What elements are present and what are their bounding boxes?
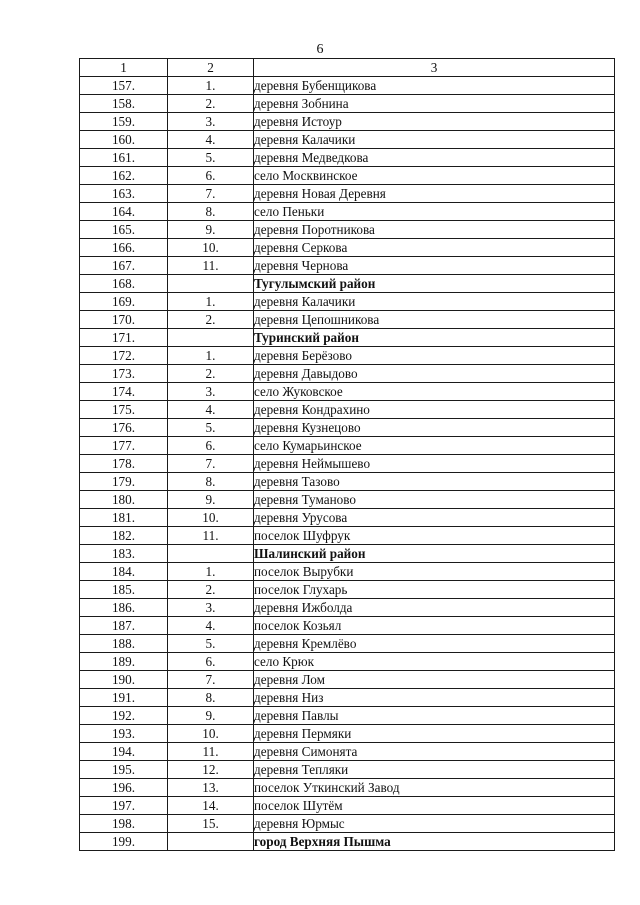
row-number-cell: 158. <box>80 95 168 113</box>
settlement-name-cell: деревня Медведкова <box>254 149 615 167</box>
row-number-cell: 161. <box>80 149 168 167</box>
header-col-1: 1 <box>80 59 168 77</box>
table-row <box>80 95 615 113</box>
row-number-cell: 157. <box>80 77 168 95</box>
settlement-name-cell: деревня Симонята <box>254 743 615 761</box>
settlement-name-cell: деревня Чернова <box>254 257 615 275</box>
row-number-cell: 168. <box>80 275 168 293</box>
row-number-cell: 167. <box>80 257 168 275</box>
table-row <box>80 797 615 815</box>
row-number-cell: 170. <box>80 311 168 329</box>
sub-number-cell: 13. <box>168 779 254 797</box>
row-number-cell: 191. <box>80 689 168 707</box>
row-number-cell: 173. <box>80 365 168 383</box>
district-name-cell: Шалинский район <box>254 545 615 563</box>
header-row <box>80 59 615 77</box>
row-number-cell: 174. <box>80 383 168 401</box>
sub-number-cell: 11. <box>168 527 254 545</box>
row-number-cell: 195. <box>80 761 168 779</box>
table-header <box>80 59 615 77</box>
sub-number-cell: 6. <box>168 437 254 455</box>
row-number-cell: 172. <box>80 347 168 365</box>
settlement-name-cell: деревня Серкова <box>254 239 615 257</box>
row-number-cell: 176. <box>80 419 168 437</box>
sub-number-cell: 10. <box>168 725 254 743</box>
sub-number-cell <box>168 833 254 851</box>
settlement-name-cell: деревня Калачики <box>254 131 615 149</box>
settlement-name-cell: село Москвинское <box>254 167 615 185</box>
settlement-name-cell: деревня Давыдово <box>254 365 615 383</box>
row-number-cell: 180. <box>80 491 168 509</box>
settlement-name-cell: поселок Шуфрук <box>254 527 615 545</box>
table-row <box>80 491 615 509</box>
table-row <box>80 725 615 743</box>
table-row <box>80 167 615 185</box>
table-row <box>80 437 615 455</box>
settlement-name-cell: село Кумарьинское <box>254 437 615 455</box>
row-number-cell: 189. <box>80 653 168 671</box>
row-number-cell: 160. <box>80 131 168 149</box>
settlement-name-cell: деревня Берёзово <box>254 347 615 365</box>
sub-number-cell: 7. <box>168 455 254 473</box>
section-row <box>80 329 615 347</box>
table-row <box>80 671 615 689</box>
settlement-name-cell: поселок Козьял <box>254 617 615 635</box>
table-row <box>80 257 615 275</box>
table-row <box>80 527 615 545</box>
sub-number-cell: 2. <box>168 581 254 599</box>
table-row <box>80 401 615 419</box>
settlement-name-cell: деревня Ижболда <box>254 599 615 617</box>
settlement-name-cell: поселок Глухарь <box>254 581 615 599</box>
sub-number-cell <box>168 329 254 347</box>
settlement-name-cell: деревня Бубенщикова <box>254 77 615 95</box>
table-row <box>80 203 615 221</box>
row-number-cell: 178. <box>80 455 168 473</box>
row-number-cell: 165. <box>80 221 168 239</box>
section-row <box>80 833 615 851</box>
table-row <box>80 239 615 257</box>
row-number-cell: 184. <box>80 563 168 581</box>
sub-number-cell <box>168 545 254 563</box>
table-row <box>80 761 615 779</box>
sub-number-cell: 4. <box>168 131 254 149</box>
settlement-name-cell: село Пеньки <box>254 203 615 221</box>
table-row <box>80 131 615 149</box>
sub-number-cell: 2. <box>168 311 254 329</box>
settlement-name-cell: деревня Поротникова <box>254 221 615 239</box>
table-row <box>80 581 615 599</box>
sub-number-cell: 5. <box>168 419 254 437</box>
sub-number-cell: 6. <box>168 653 254 671</box>
sub-number-cell: 10. <box>168 509 254 527</box>
row-number-cell: 190. <box>80 671 168 689</box>
table-row <box>80 617 615 635</box>
settlement-name-cell: деревня Кондрахино <box>254 401 615 419</box>
row-number-cell: 194. <box>80 743 168 761</box>
settlement-name-cell: деревня Кузнецово <box>254 419 615 437</box>
sub-number-cell: 4. <box>168 401 254 419</box>
settlement-name-cell: деревня Тазово <box>254 473 615 491</box>
sub-number-cell: 3. <box>168 383 254 401</box>
sub-number-cell: 9. <box>168 221 254 239</box>
table-row <box>80 689 615 707</box>
settlement-name-cell: поселок Вырубки <box>254 563 615 581</box>
settlement-name-cell: деревня Туманово <box>254 491 615 509</box>
row-number-cell: 183. <box>80 545 168 563</box>
sub-number-cell: 8. <box>168 689 254 707</box>
row-number-cell: 171. <box>80 329 168 347</box>
sub-number-cell <box>168 275 254 293</box>
sub-number-cell: 4. <box>168 617 254 635</box>
section-row <box>80 275 615 293</box>
row-number-cell: 197. <box>80 797 168 815</box>
settlements-table <box>79 58 615 851</box>
sub-number-cell: 9. <box>168 491 254 509</box>
row-number-cell: 163. <box>80 185 168 203</box>
settlement-name-cell: деревня Пермяки <box>254 725 615 743</box>
sub-number-cell: 2. <box>168 365 254 383</box>
table-row <box>80 383 615 401</box>
table-row <box>80 77 615 95</box>
sub-number-cell: 7. <box>168 671 254 689</box>
settlement-name-cell: деревня Низ <box>254 689 615 707</box>
row-number-cell: 187. <box>80 617 168 635</box>
table-row <box>80 347 615 365</box>
sub-number-cell: 11. <box>168 257 254 275</box>
table-body <box>80 77 615 851</box>
sub-number-cell: 15. <box>168 815 254 833</box>
row-number-cell: 177. <box>80 437 168 455</box>
header-col-2: 2 <box>168 59 254 77</box>
row-number-cell: 192. <box>80 707 168 725</box>
district-name-cell: город Верхняя Пышма <box>254 833 615 851</box>
row-number-cell: 159. <box>80 113 168 131</box>
sub-number-cell: 6. <box>168 167 254 185</box>
table-row <box>80 221 615 239</box>
row-number-cell: 169. <box>80 293 168 311</box>
settlement-name-cell: поселок Шутём <box>254 797 615 815</box>
settlement-name-cell: деревня Неймышево <box>254 455 615 473</box>
settlement-name-cell: деревня Кремлёво <box>254 635 615 653</box>
sub-number-cell: 1. <box>168 77 254 95</box>
sub-number-cell: 11. <box>168 743 254 761</box>
table-row <box>80 473 615 491</box>
settlement-name-cell: деревня Лом <box>254 671 615 689</box>
row-number-cell: 166. <box>80 239 168 257</box>
sub-number-cell: 3. <box>168 599 254 617</box>
table-row <box>80 707 615 725</box>
settlement-name-cell: деревня Урусова <box>254 509 615 527</box>
settlement-name-cell: деревня Павлы <box>254 707 615 725</box>
settlement-name-cell: деревня Зобнина <box>254 95 615 113</box>
sub-number-cell: 12. <box>168 761 254 779</box>
sub-number-cell: 5. <box>168 635 254 653</box>
sub-number-cell: 1. <box>168 293 254 311</box>
sub-number-cell: 14. <box>168 797 254 815</box>
settlement-name-cell: село Крюк <box>254 653 615 671</box>
table-row <box>80 311 615 329</box>
table-row <box>80 599 615 617</box>
sub-number-cell: 9. <box>168 707 254 725</box>
table-row <box>80 779 615 797</box>
table-row <box>80 563 615 581</box>
row-number-cell: 164. <box>80 203 168 221</box>
row-number-cell: 199. <box>80 833 168 851</box>
settlement-name-cell: село Жуковское <box>254 383 615 401</box>
settlement-name-cell: деревня Цепошникова <box>254 311 615 329</box>
sub-number-cell: 10. <box>168 239 254 257</box>
sub-number-cell: 1. <box>168 563 254 581</box>
table-row <box>80 293 615 311</box>
table-row <box>80 743 615 761</box>
district-name-cell: Тугулымский район <box>254 275 615 293</box>
table-row <box>80 365 615 383</box>
row-number-cell: 198. <box>80 815 168 833</box>
table-row <box>80 113 615 131</box>
page-number: 6 <box>316 42 324 57</box>
sub-number-cell: 7. <box>168 185 254 203</box>
table-row <box>80 815 615 833</box>
row-number-cell: 182. <box>80 527 168 545</box>
sub-number-cell: 8. <box>168 203 254 221</box>
table-row <box>80 509 615 527</box>
row-number-cell: 175. <box>80 401 168 419</box>
section-row <box>80 545 615 563</box>
table-row <box>80 455 615 473</box>
row-number-cell: 186. <box>80 599 168 617</box>
settlement-name-cell: деревня Истоур <box>254 113 615 131</box>
sub-number-cell: 1. <box>168 347 254 365</box>
row-number-cell: 162. <box>80 167 168 185</box>
sub-number-cell: 3. <box>168 113 254 131</box>
table-row <box>80 185 615 203</box>
settlement-name-cell: деревня Калачики <box>254 293 615 311</box>
table-row <box>80 419 615 437</box>
sub-number-cell: 8. <box>168 473 254 491</box>
table-row <box>80 635 615 653</box>
row-number-cell: 185. <box>80 581 168 599</box>
sub-number-cell: 2. <box>168 95 254 113</box>
settlement-name-cell: поселок Уткинский Завод <box>254 779 615 797</box>
sub-number-cell: 5. <box>168 149 254 167</box>
settlement-name-cell: деревня Новая Деревня <box>254 185 615 203</box>
row-number-cell: 196. <box>80 779 168 797</box>
table-row <box>80 149 615 167</box>
district-name-cell: Туринский район <box>254 329 615 347</box>
row-number-cell: 179. <box>80 473 168 491</box>
settlement-name-cell: деревня Юрмыс <box>254 815 615 833</box>
row-number-cell: 193. <box>80 725 168 743</box>
header-col-3: 3 <box>254 59 615 77</box>
settlement-name-cell: деревня Тепляки <box>254 761 615 779</box>
row-number-cell: 181. <box>80 509 168 527</box>
table-row <box>80 653 615 671</box>
row-number-cell: 188. <box>80 635 168 653</box>
